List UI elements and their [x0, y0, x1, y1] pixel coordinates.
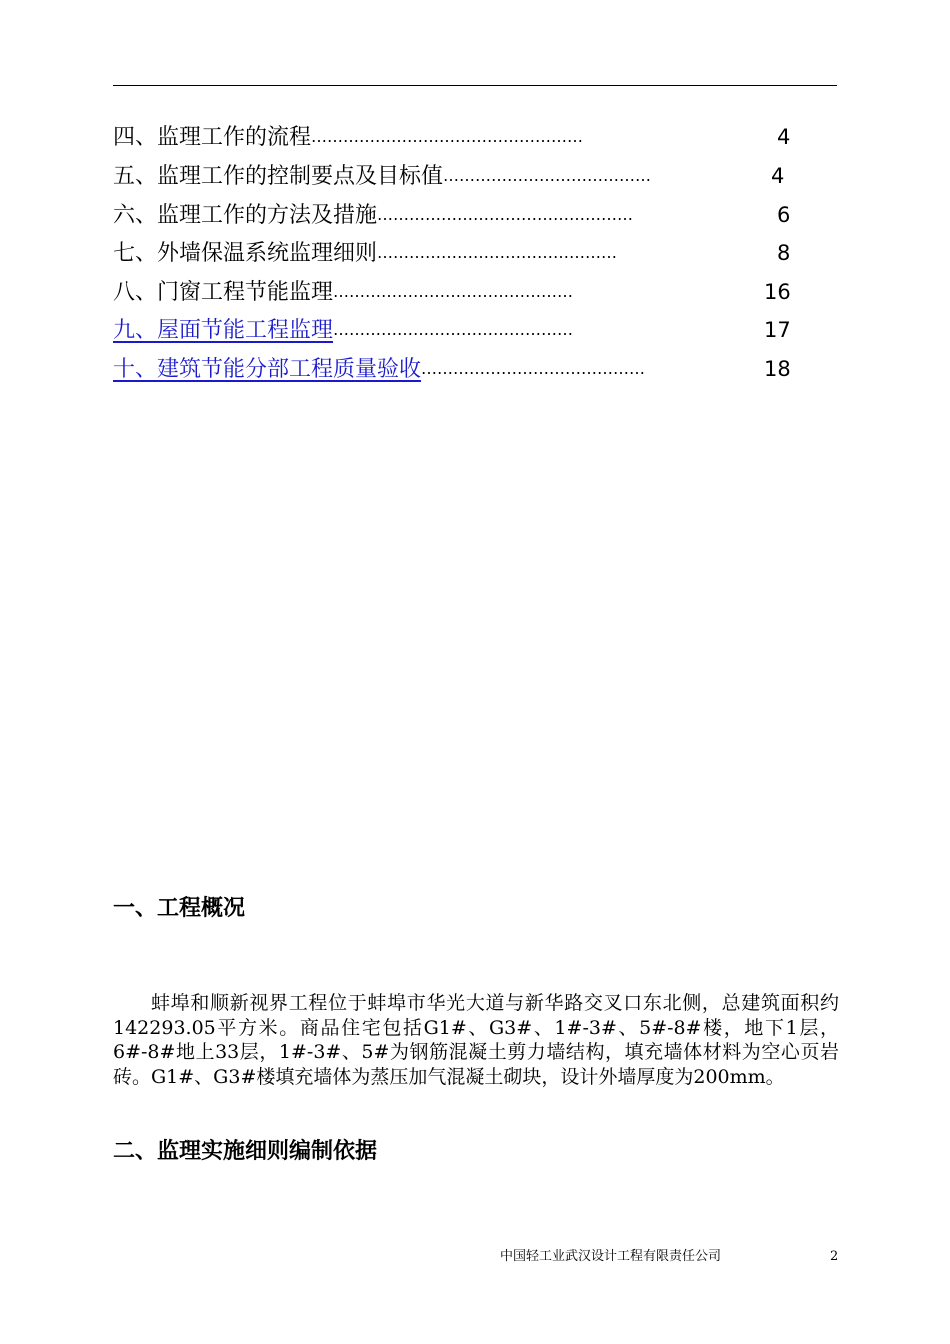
section-heading-overview: 一、工程概况	[113, 896, 246, 921]
footer-company: 中国轻工业武汉设计工程有限责任公司	[500, 1249, 722, 1264]
toc-page-number: 4	[777, 125, 791, 149]
toc-entry-4	[113, 118, 791, 156]
toc-entry-title: 五、监理工作的控制要点及目标值	[113, 164, 444, 189]
section-heading-basis: 二、监理实施细则编制依据	[113, 1139, 378, 1164]
toc-page-number: 6	[777, 203, 791, 227]
toc-page-number: 8	[777, 241, 791, 265]
toc-entry-title: 七、外墙保温系统监理细则	[113, 241, 378, 266]
toc-entry-8	[113, 273, 791, 311]
toc-entry-5	[113, 157, 785, 195]
footer-page-number: 2	[830, 1249, 839, 1264]
toc-leader: ………………………………………	[333, 282, 574, 301]
toc-page-number: 17	[764, 318, 791, 342]
toc-entry-10[interactable]	[113, 350, 791, 388]
toc-page-number: 18	[764, 357, 791, 381]
toc-entry-link[interactable]: 十、建筑节能分部工程质量验收	[113, 357, 422, 382]
toc-leader: ………………………………………	[333, 320, 574, 339]
toc-entry-9[interactable]	[113, 311, 791, 349]
toc-leader: ……………………………………………	[311, 127, 584, 146]
toc-page-number: 16	[764, 280, 791, 304]
toc-entry-title: 四、监理工作的流程	[113, 125, 312, 150]
toc-entry-6	[113, 196, 791, 234]
toc-leader: ………………………………………	[377, 243, 618, 262]
toc-entry-title: 六、监理工作的方法及措施	[113, 203, 378, 228]
toc-leader: ……………………………………	[421, 359, 646, 378]
header-rule	[113, 85, 837, 86]
toc-entry-link[interactable]: 九、屋面节能工程监理	[113, 318, 334, 343]
toc-entry-7	[113, 234, 791, 272]
toc-page-number: 4	[771, 164, 785, 188]
toc-leader: …………………………………	[443, 166, 652, 185]
overview-paragraph: 蚌埠和顺新视界工程位于蚌埠市华光大道与新华路交叉口东北侧，总建筑面积约142293.05平方米。商品住宅包括G1#、G3#、1#-3#、5#-8#楼，地下1层，6#-8#地上33层，1#-3#、5#为钢筋混凝土剪力墙结构，填充墙体材料为空心页岩砖。G1#、G3#楼填充墙体为蒸压加气混凝土砌块，设计外墙厚度为200mm。	[113, 992, 839, 1088]
toc-entry-title: 八、门窗工程节能监理	[113, 280, 334, 305]
toc-leader: …………………………………………	[377, 205, 634, 224]
